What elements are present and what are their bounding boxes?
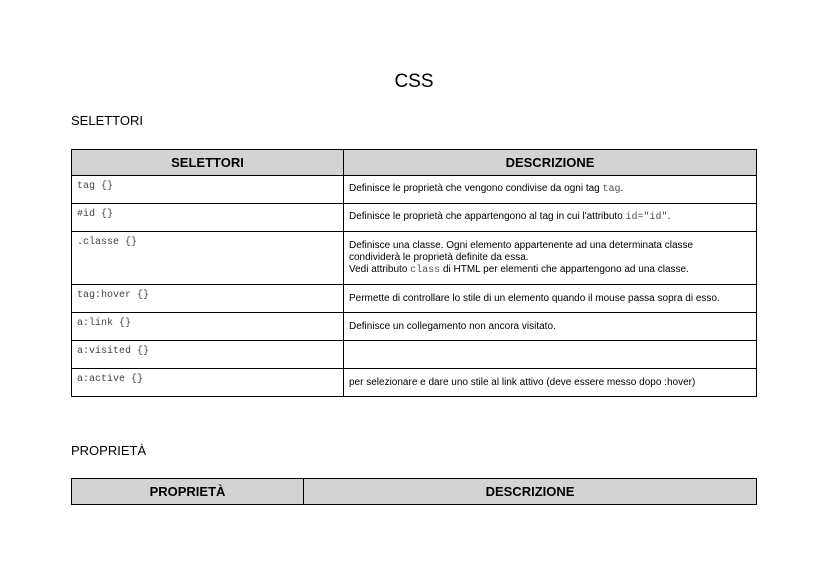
table-header-row	[72, 479, 757, 505]
description-line: Definisce una classe. Ogni elemento appartenente ad una determinata classe	[349, 239, 694, 251]
description-cell	[344, 341, 757, 369]
selector-cell: a:link {}	[72, 313, 344, 341]
table-header-row	[72, 150, 757, 176]
selector-cell: tag:hover {}	[72, 285, 344, 313]
selector-cell: a:visited {}	[72, 341, 344, 369]
description-cell: Definisce un collegamento non ancora visitato.	[344, 313, 757, 341]
selector-cell: #id {}	[72, 204, 344, 232]
selector-cell: tag {}	[72, 176, 344, 204]
description-text: .	[667, 211, 671, 222]
selectors-table	[71, 149, 757, 397]
description-cell	[344, 204, 757, 232]
description-text: Definisce le proprietà che appartengono al tag in cui l'attributo	[349, 211, 626, 222]
description-cell	[344, 176, 757, 204]
column-header-descrizione: DESCRIZIONE	[304, 479, 757, 505]
table-row	[72, 176, 757, 204]
page-title: CSS	[394, 71, 434, 92]
column-header-proprieta: PROPRIETÀ	[72, 479, 304, 505]
column-header-selettori: SELETTORI	[72, 150, 344, 176]
description-text: di HTML per elementi che appartengono ad una classe.	[440, 263, 689, 275]
inline-code: class	[410, 264, 441, 276]
table-row	[72, 313, 757, 341]
selector-cell: a:active {}	[72, 369, 344, 397]
table-row	[72, 232, 757, 285]
inline-code: tag	[602, 184, 621, 195]
description-text: Vedi attributo	[349, 263, 411, 275]
table-row	[72, 204, 757, 232]
description-line	[349, 264, 751, 277]
description-text: .	[620, 183, 624, 194]
description-cell	[344, 232, 757, 285]
table-row	[72, 285, 757, 313]
description-text: Definisce le proprietà che vengono condivise da ogni tag	[349, 183, 603, 194]
inline-code: id="id"	[625, 212, 668, 223]
selector-cell: .classe {}	[72, 232, 344, 285]
section-heading-selettori: SELETTORI	[71, 113, 144, 128]
section-heading-proprieta: PROPRIETÀ	[71, 443, 147, 458]
description-line: condividerà le proprietà definite da essa.	[349, 251, 529, 263]
description-cell: Permette di controllare lo stile di un elemento quando il mouse passa sopra di esso.	[344, 285, 757, 313]
table-row	[72, 341, 757, 369]
properties-table	[71, 478, 757, 505]
description-cell: per selezionare e dare uno stile al link attivo (deve essere messo dopo :hover)	[344, 369, 757, 397]
table-row	[72, 369, 757, 397]
column-header-descrizione: DESCRIZIONE	[344, 150, 757, 176]
